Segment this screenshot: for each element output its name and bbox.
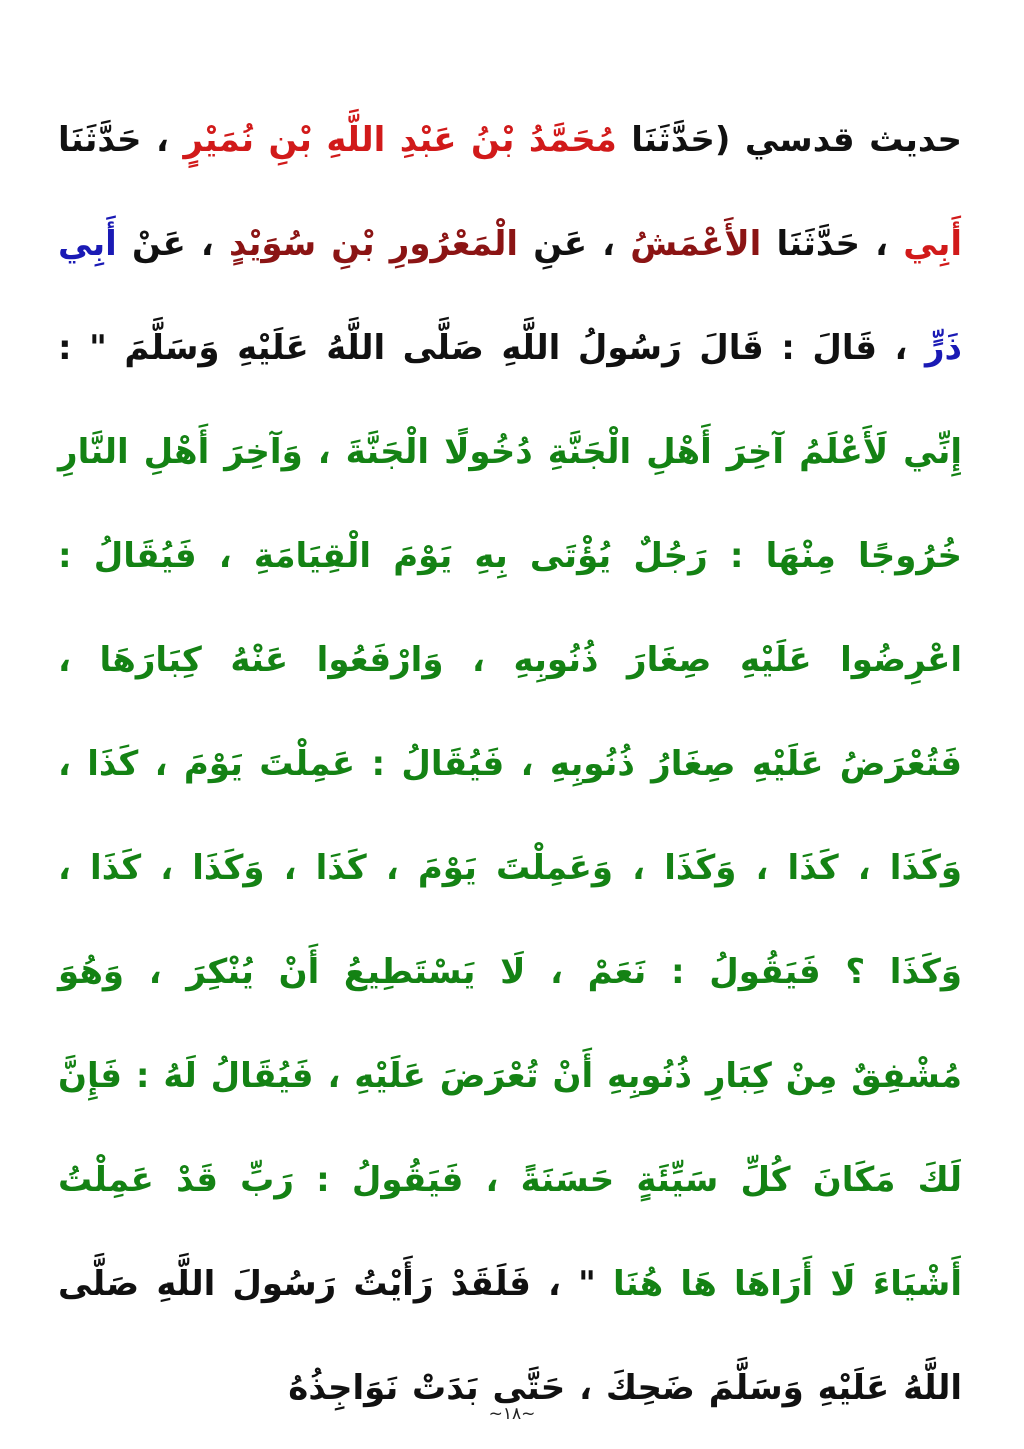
text-segment-closing: " ، فَلَقَدْ رَأَيْتُ رَسُولَ اللَّهِ صَلَّى اللَّهُ عَلَيْهِ وَسَلَّمَ ضَحِكَ ، حَتَّى بَدَتْ نَوَاجِذُهُ xyxy=(58,1264,962,1408)
hadith-quote: إِنِّي لَأَعْلَمُ آخِرَ أَهْلِ الْجَنَّةِ دُخُولًا الْجَنَّةَ ، وَآخِرَ أَهْلِ النَّارِ خُرُوجًا مِنْهَا : رَجُلٌ يُؤْتَى بِهِ يَوْمَ الْقِيَامَةِ ، فَيُقَالُ : اعْرِضُوا عَلَيْهِ صِغَارَ ذُنُوبِهِ ، وَارْفَعُوا عَنْهُ كِبَارَهَا ، فَتُعْرَضُ عَلَيْهِ صِغَارُ ذُنُوبِهِ ، فَيُقَالُ : عَمِلْتَ يَوْمَ ، كَذَا ، وَكَذَا ، كَذَا ، وَكَذَا ، وَعَمِلْتَ يَوْمَ ، كَذَا ، وَكَذَا ، كَذَا ، وَكَذَا ؟ فَيَقُولُ : نَعَمْ ، لَا يَسْتَطِيعُ أَنْ يُنْكِرَ ، وَهُوَ مُشْفِقٌ مِنْ كِبَارِ ذُنُوبِهِ أَنْ تُعْرَضَ عَلَيْهِ ، فَيُقَالُ لَهُ : فَإِنَّ لَكَ مَكَانَ كُلِّ سَيِّئَةٍ حَسَنَةً ، فَيَقُولُ : رَبِّ قَدْ عَمِلْتُ أَشْيَاءَ لَا أَرَاهَا هَا هُنَا xyxy=(58,432,962,1304)
narrator-name: الأَعْمَشُ xyxy=(630,224,762,264)
hadith-text xyxy=(58,88,962,1440)
text-segment: ، عَنِ xyxy=(518,224,631,264)
narrator-name: أَبِي xyxy=(903,224,963,264)
text-segment: ، عَنْ xyxy=(116,224,229,264)
text-segment: ، قَالَ : قَالَ رَسُولُ اللَّهِ صَلَّى اللَّهُ عَلَيْهِ وَسَلَّمَ " : xyxy=(58,328,925,368)
companion-name: أَبِي ذَرٍّ xyxy=(58,224,962,368)
narrator-name: مُحَمَّدُ بْنُ عَبْدِ اللَّهِ بْنِ نُمَيْرٍ xyxy=(183,120,617,160)
text-segment: ، حَدَّثَنَا xyxy=(58,120,184,160)
narrator-name: الْمَعْرُورِ بْنِ سُوَيْدٍ xyxy=(229,224,519,264)
text-segment: ، حَدَّثَنَا xyxy=(761,224,904,264)
text-segment-intro: حديث قدسي (حَدَّثَنَا xyxy=(616,120,962,160)
page-number: ~١٨~ xyxy=(488,1404,536,1424)
